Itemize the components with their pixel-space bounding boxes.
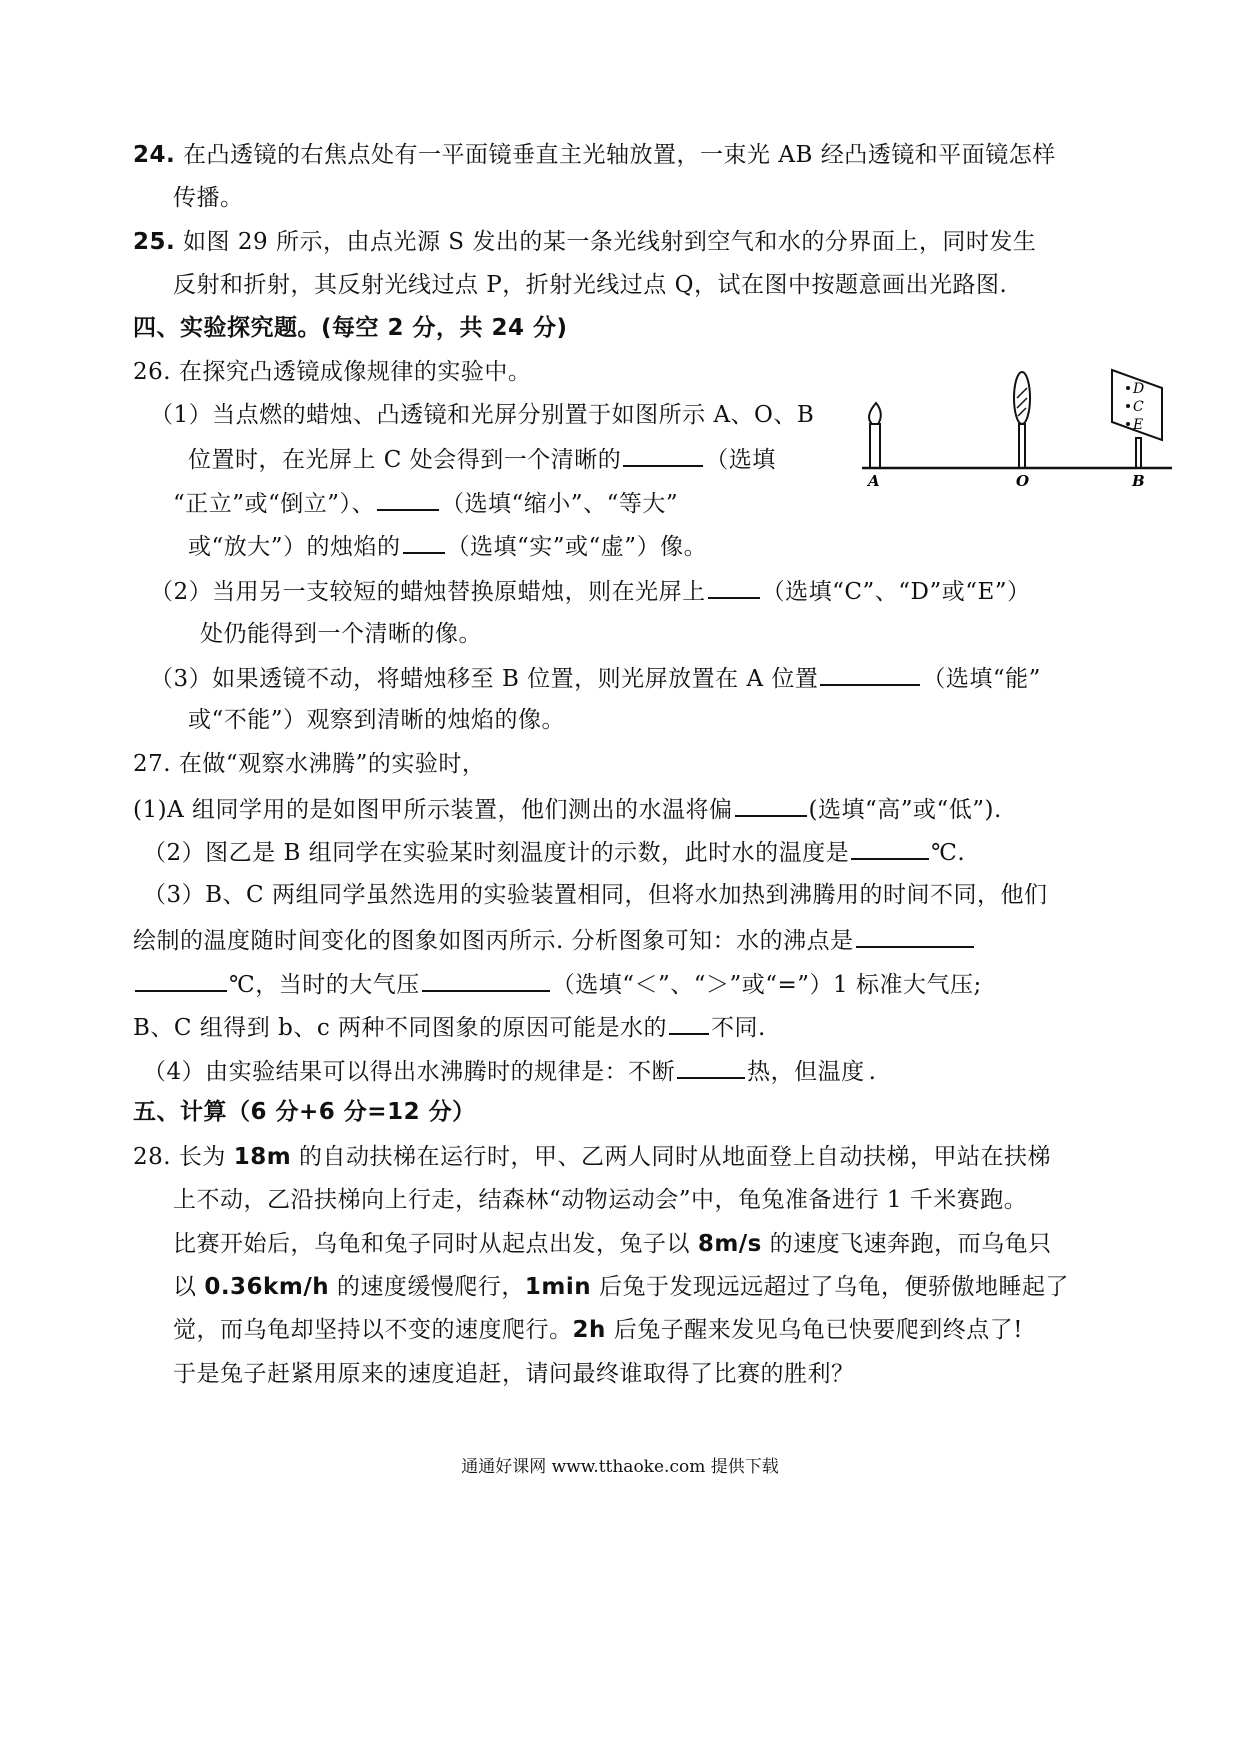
text-segment: 的速度飞速奔跑，而乌龟只 — [761, 1231, 1052, 1257]
text-segment: 在凸透镜的右焦点处有一平面镜垂直主光轴放置，一束光 AB 经凸透镜和平面镜怎样 — [175, 142, 1056, 168]
text-segment: B、C 组得到 b、c 两种不同图象的原因可能是水的 — [133, 1015, 668, 1041]
text-segment: （选填“实”或“虚”）像。 — [446, 534, 708, 560]
bold-text: 18m — [233, 1144, 292, 1170]
text-segment: 的速度缓慢爬行， — [329, 1274, 525, 1300]
bold-text: 四、实验探究题。(每空 2 分，共 24 分) — [133, 315, 568, 341]
answer-blank[interactable] — [735, 793, 807, 817]
answer-blank[interactable] — [135, 968, 227, 992]
text-segment: 位置时，在光屏上 C 处会得到一个清晰的 — [188, 447, 622, 473]
point-e-label: E — [1133, 417, 1144, 433]
text-segment: （3）B、C 两组同学虽然选用的实验装置相同，但将水加热到沸腾用的时间不同，他们 — [143, 882, 1048, 908]
text-segment: （选填“＜”、“＞”或“=”）1 标准大气压; — [551, 972, 982, 998]
text-segment: （2）当用另一支较短的蜡烛替换原蜡烛，则在光屏上 — [150, 579, 706, 605]
text-line — [200, 619, 482, 649]
text-segment: 或“放大”）的烛焰的 — [188, 534, 401, 560]
text-line — [173, 183, 244, 213]
text-segment: 或“不能”）观察到清晰的烛焰的像。 — [188, 707, 566, 733]
text-segment: 的自动扶梯在运行时，甲、乙两人同时从地面登上自动扶梯，甲站在扶梯 — [291, 1144, 1051, 1170]
text-line — [143, 880, 1047, 910]
text-line — [133, 1142, 1051, 1172]
answer-blank[interactable] — [708, 575, 760, 599]
point-c-label: C — [1133, 399, 1144, 415]
text-segment: 比赛开始后，乌龟和兔子同时从起点出发，兔子以 — [173, 1231, 698, 1257]
text-segment: 不同. — [711, 1015, 766, 1041]
text-line — [173, 1185, 1027, 1215]
text-segment: 绘制的温度随时间变化的图象如图丙所示. 分析图象可知：水的沸点是 — [133, 928, 854, 954]
text-line — [143, 1055, 876, 1087]
text-segment: ℃，当时的大气压 — [229, 972, 420, 998]
answer-blank[interactable] — [422, 968, 550, 992]
text-segment: ℃. — [931, 840, 966, 866]
text-segment: . — [868, 1059, 877, 1085]
text-line — [173, 487, 678, 519]
text-segment: 27. 在做“观察水沸腾”的实验时， — [133, 751, 486, 777]
text-segment: 后兔于发现远远超过了乌龟，便骄傲地睡起了 — [591, 1274, 1069, 1300]
text-line — [133, 140, 1056, 170]
text-segment: 上不动，乙沿扶梯向上行走，结森林“动物运动会”中，龟兔准备进行 1 千米赛跑。 — [173, 1187, 1028, 1213]
bold-text: 1min — [524, 1274, 592, 1300]
bold-text: 8m/s — [697, 1231, 762, 1257]
candle — [870, 424, 880, 468]
text-line — [133, 924, 976, 956]
bold-text: 五、计算（6 分+6 分=12 分） — [133, 1099, 476, 1125]
text-line — [173, 270, 1007, 300]
text-segment: （选填“能” — [922, 666, 1041, 692]
text-segment: 反射和折射，其反射光线过点 P，折射光线过点 Q，试在图中按题意画出光路图. — [173, 272, 1008, 298]
text-segment: 后兔子醒来发见乌龟已快要爬到终点了! — [605, 1317, 1023, 1343]
text-segment: 28. 长为 — [133, 1144, 234, 1170]
text-segment: 传播。 — [173, 185, 244, 211]
text-segment: “正立”或“倒立”）、 — [173, 491, 376, 517]
text-line — [143, 836, 965, 868]
text-line — [150, 400, 814, 430]
text-segment: 觉，而乌龟却坚持以不变的速度爬行。 — [173, 1317, 573, 1343]
bold-text: 25. — [133, 229, 176, 255]
answer-blank[interactable] — [856, 924, 974, 948]
bold-text: 0.36km/h — [204, 1274, 330, 1300]
page-footer: 通通好课网 www.tthaoke.com 提供下载 — [461, 1457, 779, 1477]
text-line — [133, 793, 1002, 825]
text-line — [133, 1097, 476, 1127]
answer-blank[interactable] — [677, 1055, 745, 1079]
candle-flame — [869, 403, 881, 424]
text-segment: 如图 29 所示，由点光源 S 发出的某一条光线射到空气和水的分界面上，同时发生 — [175, 229, 1037, 255]
text-segment: 于是兔子赶紧用原来的速度追赶，请问最终谁取得了比赛的胜利？ — [173, 1361, 855, 1387]
text-segment: 热，但温度 — [747, 1059, 865, 1085]
convex-lens — [1014, 372, 1030, 424]
text-segment: 处仍能得到一个清晰的像。 — [200, 621, 482, 647]
text-line — [173, 1359, 855, 1389]
text-line — [173, 1229, 1052, 1259]
text-line — [150, 575, 1031, 607]
text-line — [133, 357, 531, 387]
text-line — [150, 662, 1041, 694]
text-segment: （4）由实验结果可以得出水沸腾时的规律是：不断 — [143, 1059, 676, 1085]
point-o-label: O — [1016, 472, 1030, 490]
answer-blank[interactable] — [851, 836, 929, 860]
text-segment: （选填“C”、“D”或“E”） — [761, 579, 1031, 605]
answer-blank[interactable] — [403, 530, 445, 554]
point-a-label: A — [868, 472, 880, 490]
text-line — [133, 968, 982, 1000]
text-line — [133, 1011, 766, 1043]
answer-blank[interactable] — [820, 662, 920, 686]
text-line — [133, 313, 568, 343]
lens-stand — [1019, 424, 1025, 468]
text-segment: （选填 — [705, 447, 776, 473]
text-line — [188, 530, 707, 562]
bold-text: 24. — [133, 142, 176, 168]
point-d-label: D — [1133, 381, 1145, 397]
text-segment: (1)A 组同学用的是如图甲所示装置，他们测出的水温将偏 — [133, 797, 733, 823]
answer-blank[interactable] — [377, 487, 439, 511]
text-segment: 以 — [173, 1274, 205, 1300]
text-segment: (选填“高”或“低”). — [808, 797, 1002, 823]
text-segment: （1）当点燃的蜡烛、凸透镜和光屏分别置于如图所示 A、O、B — [150, 402, 815, 428]
text-line — [133, 227, 1036, 257]
bold-text: 2h — [572, 1317, 606, 1343]
text-segment: （选填“缩小”、“等大” — [441, 491, 679, 517]
text-line — [133, 749, 485, 779]
answer-blank[interactable] — [669, 1011, 709, 1035]
text-segment: 26. 在探究凸透镜成像规律的实验中。 — [133, 359, 532, 385]
text-segment: （2）图乙是 B 组同学在实验某时刻温度计的示数，此时水的温度是 — [143, 840, 850, 866]
screen-stand — [1136, 438, 1141, 468]
text-segment: （3）如果透镜不动，将蜡烛移至 B 位置，则光屏放置在 A 位置 — [150, 666, 819, 692]
text-line — [173, 1272, 1069, 1302]
answer-blank[interactable] — [623, 443, 703, 467]
point-b-label: B — [1132, 472, 1145, 490]
text-line — [188, 443, 776, 475]
text-line — [188, 705, 565, 735]
text-line — [173, 1315, 1023, 1345]
lens-experiment-figure — [862, 368, 1172, 494]
